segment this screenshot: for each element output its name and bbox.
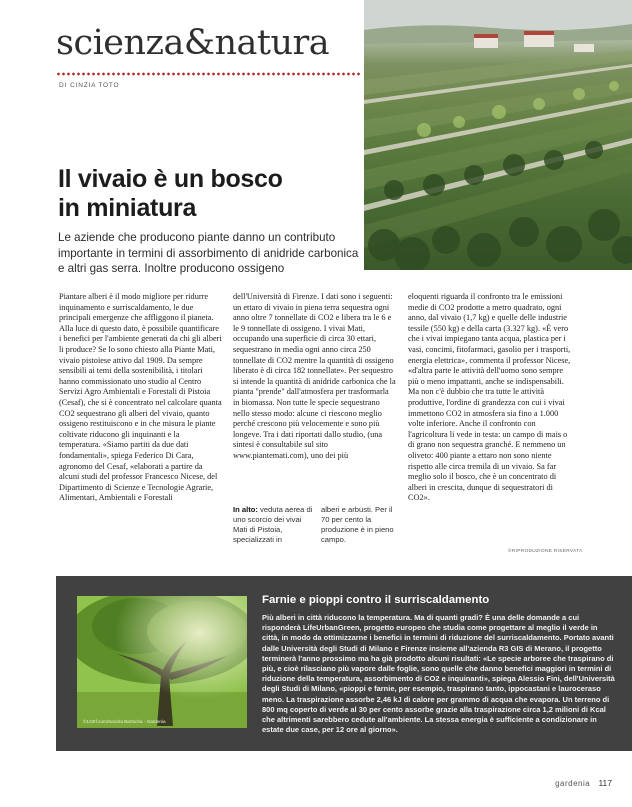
page-number: 117 xyxy=(598,778,612,788)
caption-right: alberi e arbusti. Per il 70 per cento la produzione è in pieno campo. xyxy=(321,505,394,544)
photo-credit: ©123rf.com/Sandra Bartocha - Gardenia xyxy=(83,719,166,724)
section-title: scienza&natura xyxy=(56,23,330,63)
headline-line-2: in miniatura xyxy=(58,194,197,222)
body-column-2: dell'Università di Firenze. I dati sono i seguenti: un ettaro di vivaio in piena terra sequestra ogni anno oltre 7 tonnellate di CO2 e libera tra le 6 e le 9 tonnellate di ossigeno. I vivai Mati, occupando una superficie di circa 30 ettari, sequestrano in media ogni anno circa 250 tonnellate di CO2 mentre la quantità di ossigeno liberato è di circa 182 tonnellate». Per sequestro si intende la quantità di anidride carbonica che la pianta "prende" dall'atmosfera per trasformarla in biomassa. Non tutte le specie sequestrano nello stesso modo: alcune ci riescono meglio perché crescono più velocemente e sono più longeve. Tra i dati riportati dallo studio, (una sintesi è consultabile sul sito www.piantemati.com), uno dei più xyxy=(233,292,396,460)
box-title: Farnie e pioppi contro il surriscaldamento xyxy=(262,594,490,606)
caption-left-text: veduta aerea di uno scorcio dei vivai Mati di Pistoia, specializzati in xyxy=(233,505,313,544)
box-text: Più alberi in città riducono la temperatura. Ma di quanti gradi? È una delle domande a cui risponderà LifeUrbanGreen, progetto europeo che studia come progettare al meglio il verde in città, in modo da ottimizzarne i benefici in termini di riduzione del surriscaldamento. Portato avanti dalle Università degli Studi di Milano e Firenze insieme all'azienda R3 GIS di Merano, il progetto terminerà l'anno prossimo ma ha già prodotto alcuni risultati: «Le specie arboree che traspirano di più, e cioè rilasciano più vapore dalle foglie, sono quelle che danno benefici maggiori in termini di riduzione della temperatura, assorbimento di CO2 e inquinanti», spiega Alessio Fini, dell'Università degli Studi di Milano, «pioppi e farnie, per esempio, traspirano tanto, ippocastani e lauroceraso meno. La traspirazione assorbe 2,46 kJ di calore per grammo di acqua che evapora. Un terreno di 800 mq coperto di verde al 30 per cento assorbe grazie alla traspirazione circa 1,2 milioni di Kcal che altrimenti sarebbero cedute all'ambiente. La stessa energia è sufficiente a condizionare in estate due case, per 12 ore al giorno». xyxy=(262,613,615,735)
magazine-name: gardenia xyxy=(555,779,591,788)
byline-prefix: DI xyxy=(59,82,68,89)
byline-author: CINZIA TOTO xyxy=(70,82,120,89)
body-column-1: Piantare alberi è il modo migliore per ridurre inquinamento e surriscaldamento, le due principali emergenze che affliggono il pianeta. Alla luce di questo dato, è possibile quantificare i benefici per l'ambiente generati da chi gli alberi li produce? Se lo sono chiesto alla Piante Mati, vivaio pistoiese attivo dal 1909. Da sempre sensibili ai temi della sostenibilità, i titolari hanno commissionato uno studio al Centro Servizi Agro Ambientali e Forestali di Pistoia (Cesaf), che si è concentrato nel calcolare quanta CO2 sequestrano gli alberi del vivaio, quanto ossigeno restituiscono e in che misura le piante coltivate riducono gli inquinanti e la temperatura. «Siamo partiti da due dati fondamentali», spiega Federico Di Cara, agronomo del Cesaf, «elaborati a partire da alcuni studi del professor Francesco Nicese, del Dipartimento di Scienze e Tecnologie Agrarie, Alimentari, Ambientali e Forestali xyxy=(59,292,222,503)
caption-left xyxy=(233,505,313,545)
body-column-3: eloquenti riguarda il confronto tra le emissioni medie di CO2 prodotte a metro quadrato, ogni anno, dal vivaio (1,7 kg) e quelle delle industrie tessile (550 kg) e della carta (3.327 kg). «È vero che i vivai impiegano tanta acqua, plastica per i vasi, concimi, fitofarmaci, gasolio per i trasporti, energia elettrica», commenta il professor Nicese, «d'altra parte le attività dell'uomo sono sempre più o meno impattanti, anche se indispensabili. Ma non c'è dubbio che tra tutte le attività produttive, l'ordine di grandezza con cui i vivai immettono CO2 in atmosfera sia fino a 1.000 volte inferiore. Anche il confronto con l'agricoltura li vede in testa: un campo di mais o di grano non sequestra granché. E nemmeno un oliveto: 400 piante a ettaro non sono niente rispetto alle circa tremila di un vivaio. Sa far meglio solo il bosco, che è un concentrato di alberi in crescita, dunque di sequestratori di CO2». xyxy=(408,292,571,503)
page-footer xyxy=(555,778,612,788)
caption-label: In alto: xyxy=(233,505,258,514)
oak-tree-illustration xyxy=(77,596,247,728)
nursery-photo-illustration xyxy=(364,0,632,270)
nursery-aerial-photo xyxy=(364,0,632,270)
headline-line-1: Il vivaio è un bosco xyxy=(58,165,283,193)
byline xyxy=(59,82,119,89)
article-headline xyxy=(58,165,358,223)
photo-caption xyxy=(233,505,403,549)
dotted-rule xyxy=(56,72,362,76)
copyright-note: ©RIPRODUZIONE RISERVATA xyxy=(508,549,583,554)
article-standfirst: Le aziende che producono piante danno un contributo importante in termini di assorbimento di anidride carbonica e altri gas serra. Inoltre producono ossigeno xyxy=(58,231,359,275)
oak-tree-photo xyxy=(77,596,247,728)
